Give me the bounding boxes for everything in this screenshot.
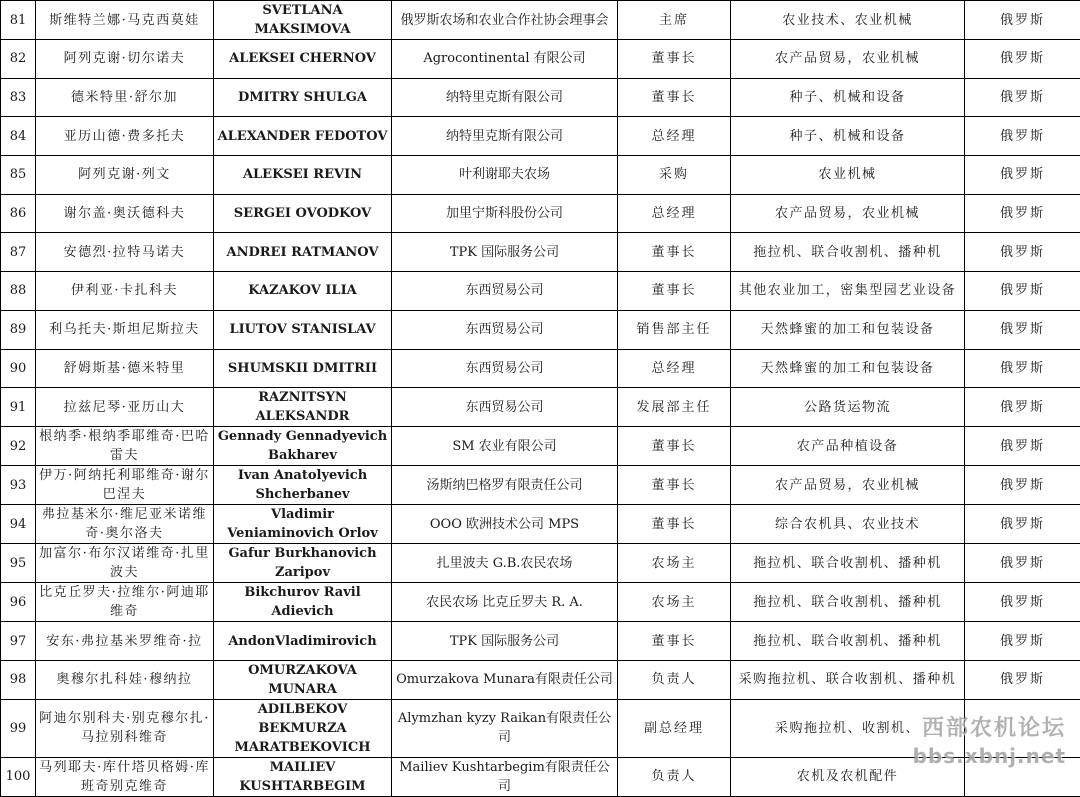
country-cell: 俄罗斯 (965, 466, 1080, 505)
job-title-cell: 采购 (618, 156, 731, 195)
chinese-name-cell: 阿列克谢·列文 (36, 156, 214, 195)
chinese-name-cell: 利乌托夫·斯坦尼斯拉夫 (36, 310, 214, 349)
organization-cell: 扎里波夫 G.B.农民农场 (392, 544, 618, 583)
business-scope-cell: 农机及农机配件 (731, 757, 965, 796)
table-row (1, 660, 1080, 699)
english-name-cell: ALEXANDER FEDOTOV (214, 117, 392, 156)
chinese-name-cell: 根纳季·根纳季耶维奇·巴哈雷夫 (36, 427, 214, 466)
table-row (1, 505, 1080, 544)
business-scope-cell: 拖拉机、联合收割机、播种机 (731, 544, 965, 583)
organization-cell: 加里宁斯科股份公司 (392, 194, 618, 233)
chinese-name-cell: 亚历山德·费多托夫 (36, 117, 214, 156)
english-name-cell: KAZAKOV ILIA (214, 272, 392, 311)
country-cell: 俄罗斯 (965, 117, 1080, 156)
english-name-cell: ANDREI RATMANOV (214, 233, 392, 272)
organization-cell: TPK 国际服务公司 (392, 233, 618, 272)
row-number-cell: 90 (1, 349, 36, 388)
english-name-cell: LIUTOV STANISLAV (214, 310, 392, 349)
job-title-cell: 董事长 (618, 505, 731, 544)
table-row (1, 544, 1080, 583)
business-scope-cell: 农业机械 (731, 156, 965, 195)
country-cell: 俄罗斯 (965, 78, 1080, 117)
country-cell: 俄罗斯 (965, 388, 1080, 427)
country-cell: 俄罗斯 (965, 194, 1080, 233)
row-number-cell: 94 (1, 505, 36, 544)
table-row (1, 117, 1080, 156)
business-scope-cell: 农业技术、农业机械 (731, 1, 965, 40)
table-row (1, 310, 1080, 349)
business-scope-cell: 拖拉机、联合收割机、播种机 (731, 622, 965, 661)
english-name-cell: AndonVladimirovich (214, 622, 392, 661)
organization-cell: Omurzakova Munara有限责任公司 (392, 660, 618, 699)
organization-cell: 叶利谢耶夫农场 (392, 156, 618, 195)
row-number-cell: 84 (1, 117, 36, 156)
chinese-name-cell: 斯维特兰娜·马克西莫娃 (36, 1, 214, 40)
organization-cell: 俄罗斯农场和农业合作社协会理事会 (392, 1, 618, 40)
table-row (1, 699, 1080, 757)
organization-cell: 东西贸易公司 (392, 272, 618, 311)
business-scope-cell: 农产品贸易，农业机械 (731, 40, 965, 79)
table-row (1, 427, 1080, 466)
table-row (1, 757, 1080, 796)
table-body (1, 1, 1080, 797)
job-title-cell: 总经理 (618, 117, 731, 156)
job-title-cell: 董事长 (618, 427, 731, 466)
row-number-cell: 81 (1, 1, 36, 40)
chinese-name-cell: 安德烈·拉特马诺夫 (36, 233, 214, 272)
english-name-cell: OMURZAKOVA MUNARA (214, 660, 392, 699)
business-scope-cell: 农产品贸易，农业机械 (731, 194, 965, 233)
english-name-cell: Vladimir Veniaminovich Orlov (214, 505, 392, 544)
english-name-cell: ALEKSEI REVIN (214, 156, 392, 195)
row-number-cell: 83 (1, 78, 36, 117)
country-cell: 俄罗斯 (965, 544, 1080, 583)
business-scope-cell: 拖拉机、联合收割机、播种机 (731, 583, 965, 622)
job-title-cell: 副总经理 (618, 699, 731, 757)
chinese-name-cell: 阿迪尔别科夫·别克穆尔扎·马拉别科维奇 (36, 699, 214, 757)
english-name-cell: Ivan Anatolyevich Shcherbanev (214, 466, 392, 505)
table-row (1, 233, 1080, 272)
business-scope-cell: 采购拖拉机、收割机、 (731, 699, 965, 757)
job-title-cell: 负责人 (618, 660, 731, 699)
row-number-cell: 100 (1, 757, 36, 796)
table-row (1, 194, 1080, 233)
country-cell: 俄罗斯 (965, 310, 1080, 349)
job-title-cell: 总经理 (618, 194, 731, 233)
country-cell: 俄罗斯 (965, 349, 1080, 388)
row-number-cell: 88 (1, 272, 36, 311)
row-number-cell: 93 (1, 466, 36, 505)
table-row (1, 583, 1080, 622)
chinese-name-cell: 阿列克谢·切尔诺夫 (36, 40, 214, 79)
organization-cell: OOO 欧洲技术公司 MPS (392, 505, 618, 544)
job-title-cell: 发展部主任 (618, 388, 731, 427)
row-number-cell: 86 (1, 194, 36, 233)
row-number-cell: 92 (1, 427, 36, 466)
table-row (1, 1, 1080, 40)
country-cell: 俄罗斯 (965, 1, 1080, 40)
job-title-cell: 农场主 (618, 544, 731, 583)
country-cell: 俄罗斯 (965, 427, 1080, 466)
job-title-cell: 董事长 (618, 622, 731, 661)
row-number-cell: 98 (1, 660, 36, 699)
business-scope-cell: 天然蜂蜜的加工和包装设备 (731, 310, 965, 349)
english-name-cell: ADILBEKOV BEKMURZA MARATBEKOVICH (214, 699, 392, 757)
chinese-name-cell: 伊万·阿纳托利耶维奇·谢尔巴涅夫 (36, 466, 214, 505)
job-title-cell: 总经理 (618, 349, 731, 388)
watermark-url: bbs.xbnj.net (913, 743, 1066, 769)
row-number-cell: 82 (1, 40, 36, 79)
row-number-cell: 87 (1, 233, 36, 272)
english-name-cell: SVETLANA MAKSIMOVA (214, 1, 392, 40)
english-name-cell: MAILIEV KUSHTARBEGIM (214, 757, 392, 796)
english-name-cell: Gennady Gennadyevich Bakharev (214, 427, 392, 466)
chinese-name-cell: 拉兹尼琴·亚历山大 (36, 388, 214, 427)
country-cell: 俄罗斯 (965, 660, 1080, 699)
business-scope-cell: 种子、机械和设备 (731, 117, 965, 156)
chinese-name-cell: 弗拉基米尔·维尼亚米诺维奇·奥尔洛夫 (36, 505, 214, 544)
organization-cell: 农民农场 比克丘罗夫 R. A. (392, 583, 618, 622)
row-number-cell: 85 (1, 156, 36, 195)
table-row (1, 349, 1080, 388)
country-cell: 俄罗斯 (965, 583, 1080, 622)
country-cell: 俄罗斯 (965, 40, 1080, 79)
organization-cell: 纳特里克斯有限公司 (392, 78, 618, 117)
chinese-name-cell: 比克丘罗夫·拉维尔·阿迪耶维奇 (36, 583, 214, 622)
business-scope-cell: 农产品贸易，农业机械 (731, 466, 965, 505)
job-title-cell: 销售部主任 (618, 310, 731, 349)
table-row (1, 272, 1080, 311)
job-title-cell: 董事长 (618, 40, 731, 79)
business-scope-cell: 其他农业加工，密集型园艺业设备 (731, 272, 965, 311)
english-name-cell: SHUMSKII DMITRII (214, 349, 392, 388)
job-title-cell: 负责人 (618, 757, 731, 796)
row-number-cell: 91 (1, 388, 36, 427)
business-scope-cell: 公路货运物流 (731, 388, 965, 427)
organization-cell: Alymzhan kyzy Raikan有限责任公司 (392, 699, 618, 757)
organization-cell: Mailiev Kushtarbegim有限责任公司 (392, 757, 618, 796)
row-number-cell: 89 (1, 310, 36, 349)
business-scope-cell: 综合农机具、农业技术 (731, 505, 965, 544)
country-cell (965, 699, 1080, 757)
organization-cell: 汤斯纳巴格罗有限责任公司 (392, 466, 618, 505)
table-row (1, 388, 1080, 427)
chinese-name-cell: 伊利亚·卡扎科夫 (36, 272, 214, 311)
table-row (1, 40, 1080, 79)
job-title-cell: 农场主 (618, 583, 731, 622)
job-title-cell: 董事长 (618, 233, 731, 272)
table-row (1, 78, 1080, 117)
organization-cell: 东西贸易公司 (392, 388, 618, 427)
english-name-cell: Bikchurov Ravil Adievich (214, 583, 392, 622)
chinese-name-cell: 德米特里·舒尔加 (36, 78, 214, 117)
chinese-name-cell: 舒姆斯基·德米特里 (36, 349, 214, 388)
english-name-cell: SERGEI OVODKOV (214, 194, 392, 233)
english-name-cell: Gafur Burkhanovich Zaripov (214, 544, 392, 583)
row-number-cell: 95 (1, 544, 36, 583)
organization-cell: SM 农业有限公司 (392, 427, 618, 466)
watermark-site-name: 西部农机论坛 (913, 715, 1066, 743)
organization-cell: 东西贸易公司 (392, 310, 618, 349)
business-scope-cell: 农产品种植设备 (731, 427, 965, 466)
job-title-cell: 董事长 (618, 78, 731, 117)
job-title-cell: 董事长 (618, 272, 731, 311)
country-cell: 俄罗斯 (965, 272, 1080, 311)
english-name-cell: ALEKSEI CHERNOV (214, 40, 392, 79)
english-name-cell: RAZNITSYN ALEKSANDR (214, 388, 392, 427)
business-scope-cell: 种子、机械和设备 (731, 78, 965, 117)
chinese-name-cell: 加富尔·布尔汉诺维奇·扎里波夫 (36, 544, 214, 583)
business-scope-cell: 拖拉机、联合收割机、播种机 (731, 233, 965, 272)
row-number-cell: 96 (1, 583, 36, 622)
job-title-cell: 主席 (618, 1, 731, 40)
country-cell: 俄罗斯 (965, 622, 1080, 661)
organization-cell: 东西贸易公司 (392, 349, 618, 388)
chinese-name-cell: 奥穆尔扎科娃·穆纳拉 (36, 660, 214, 699)
country-cell (965, 757, 1080, 796)
organization-cell: TPK 国际服务公司 (392, 622, 618, 661)
country-cell: 俄罗斯 (965, 156, 1080, 195)
job-title-cell: 董事长 (618, 466, 731, 505)
table-row (1, 156, 1080, 195)
business-scope-cell: 采购拖拉机、联合收割机、播种机 (731, 660, 965, 699)
chinese-name-cell: 马列耶夫·库什塔贝格姆·库班奇别克维奇 (36, 757, 214, 796)
table-row (1, 622, 1080, 661)
english-name-cell: DMITRY SHULGA (214, 78, 392, 117)
table-row (1, 466, 1080, 505)
business-scope-cell: 天然蜂蜜的加工和包装设备 (731, 349, 965, 388)
chinese-name-cell: 安东·弗拉基米罗维奇·拉 (36, 622, 214, 661)
organization-cell: 纳特里克斯有限公司 (392, 117, 618, 156)
row-number-cell: 99 (1, 699, 36, 757)
country-cell: 俄罗斯 (965, 505, 1080, 544)
chinese-name-cell: 谢尔盖·奥沃德科夫 (36, 194, 214, 233)
row-number-cell: 97 (1, 622, 36, 661)
country-cell: 俄罗斯 (965, 233, 1080, 272)
organization-cell: Agrocontinental 有限公司 (392, 40, 618, 79)
